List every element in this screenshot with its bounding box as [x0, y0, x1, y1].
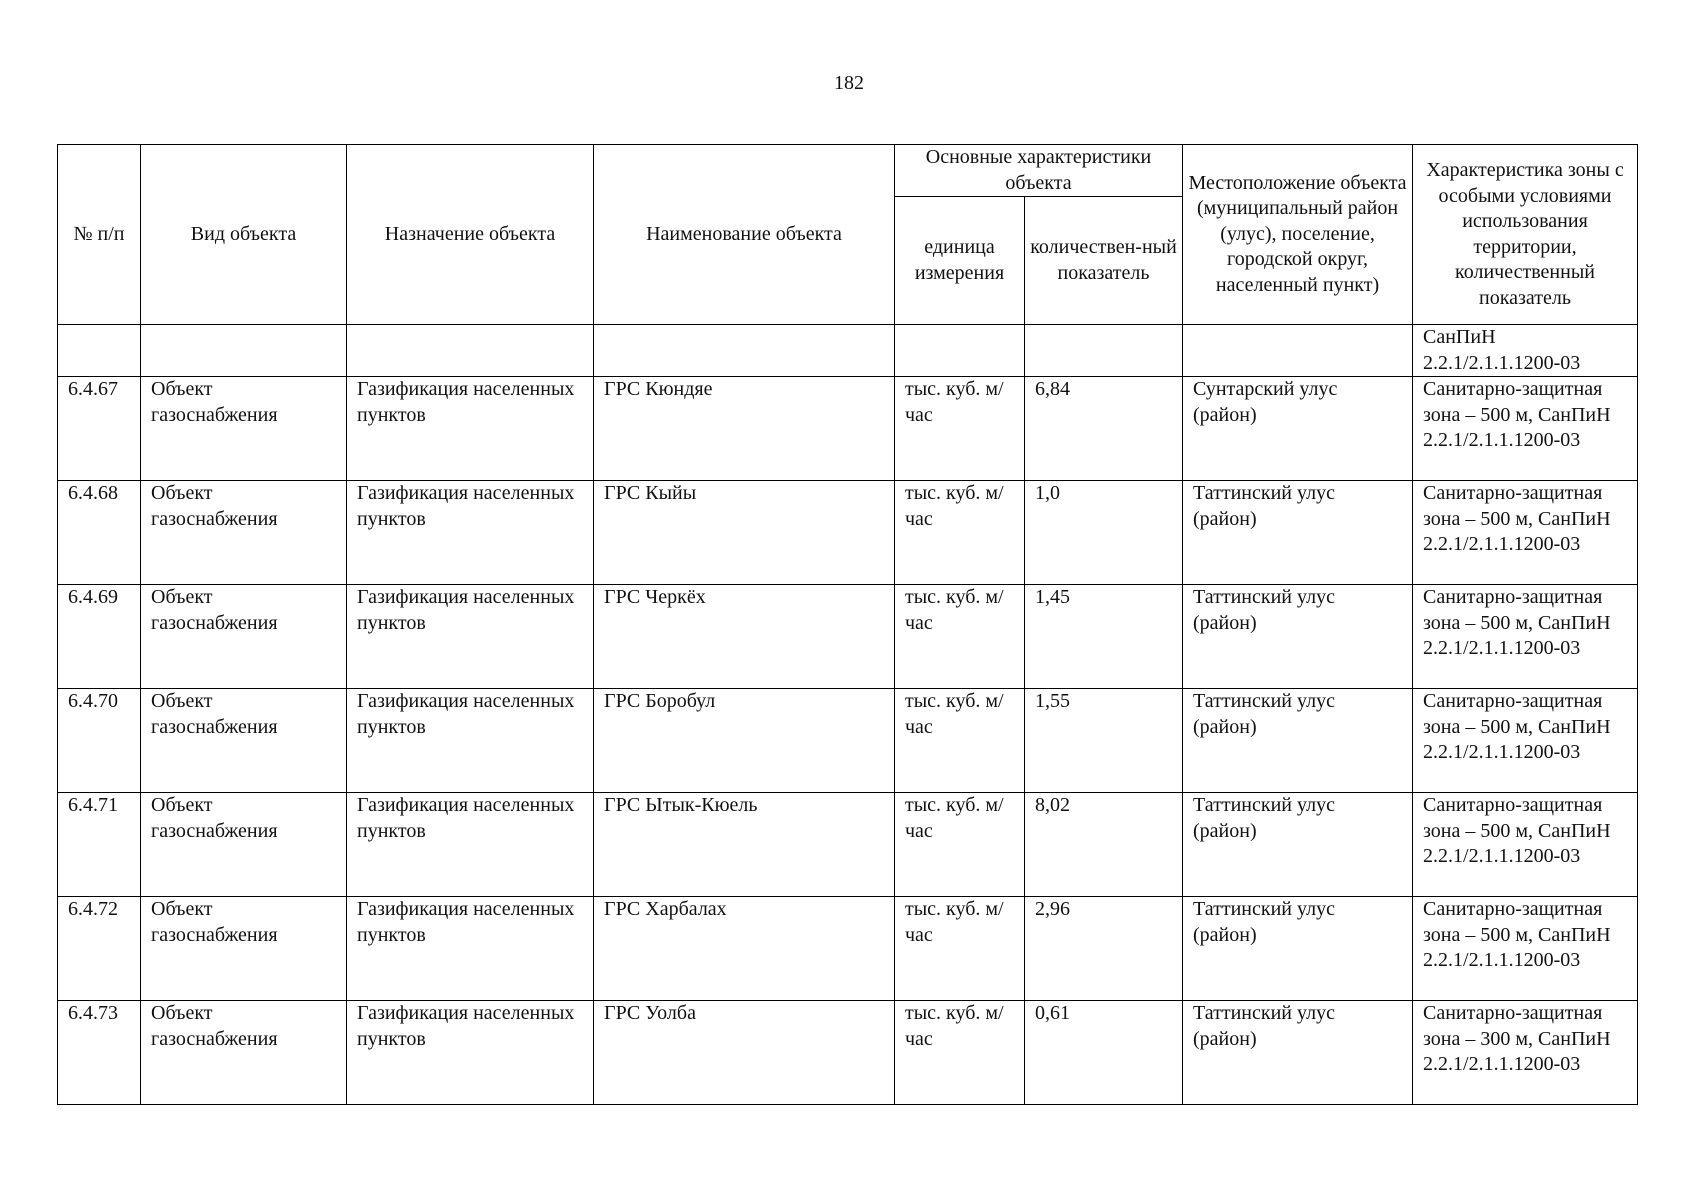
cell-unit: тыс. куб. м/час: [895, 689, 1025, 793]
cell-purpose: Газификация населенных пунктов: [347, 1001, 594, 1105]
cell-name: [594, 325, 895, 377]
header-name: Наименование объекта: [594, 145, 895, 325]
cell-location: Таттинский улус (район): [1183, 897, 1413, 1001]
cell-num: 6.4.69: [58, 585, 141, 689]
cell-purpose: Газификация населенных пунктов: [347, 689, 594, 793]
cell-purpose: [347, 325, 594, 377]
cell-unit: тыс. куб. м/час: [895, 897, 1025, 1001]
header-zone: Характеристика зоны с особыми условиями использования территории, количественный показатель: [1413, 145, 1638, 325]
header-unit: единица измерения: [895, 197, 1025, 325]
header-num: № п/п: [58, 145, 141, 325]
cell-unit: тыс. куб. м/час: [895, 377, 1025, 481]
cell-num: 6.4.72: [58, 897, 141, 1001]
cell-purpose: Газификация населенных пунктов: [347, 481, 594, 585]
header-main-characteristics: Основные характеристики объекта: [895, 145, 1183, 197]
cell-quantity: 0,61: [1025, 1001, 1183, 1105]
header-quantity: количествен-ный показатель: [1025, 197, 1183, 325]
table-row: [58, 585, 1638, 689]
cell-location: [1183, 325, 1413, 377]
table-body: [58, 325, 1638, 1105]
cell-num: [58, 325, 141, 377]
cell-unit: тыс. куб. м/час: [895, 1001, 1025, 1105]
cell-name: ГРС Ытык-Кюель: [594, 793, 895, 897]
cell-type: Объект газоснабжения: [141, 793, 347, 897]
page-number: 182: [834, 72, 864, 94]
cell-type: [141, 325, 347, 377]
cell-name: ГРС Харбалах: [594, 897, 895, 1001]
cell-num: 6.4.71: [58, 793, 141, 897]
cell-quantity: 1,45: [1025, 585, 1183, 689]
cell-type: Объект газоснабжения: [141, 481, 347, 585]
table-row-continuation: [58, 325, 1638, 377]
cell-quantity: 6,84: [1025, 377, 1183, 481]
table-row: [58, 793, 1638, 897]
cell-unit: тыс. куб. м/час: [895, 793, 1025, 897]
table-row: [58, 377, 1638, 481]
cell-name: ГРС Кюндяе: [594, 377, 895, 481]
cell-zone: Санитарно-защитная зона – 500 м, СанПиН 2.2.1/2.1.1.1200-03: [1413, 793, 1638, 897]
cell-type: Объект газоснабжения: [141, 1001, 347, 1105]
cell-location: Таттинский улус (район): [1183, 689, 1413, 793]
cell-quantity: 8,02: [1025, 793, 1183, 897]
cell-type: Объект газоснабжения: [141, 897, 347, 1001]
cell-zone: Санитарно-защитная зона – 500 м, СанПиН 2.2.1/2.1.1.1200-03: [1413, 897, 1638, 1001]
cell-num: 6.4.70: [58, 689, 141, 793]
cell-name: ГРС Кыйы: [594, 481, 895, 585]
cell-num: 6.4.73: [58, 1001, 141, 1105]
cell-purpose: Газификация населенных пунктов: [347, 793, 594, 897]
cell-zone: Санитарно-защитная зона – 500 м, СанПиН 2.2.1/2.1.1.1200-03: [1413, 585, 1638, 689]
cell-purpose: Газификация населенных пунктов: [347, 377, 594, 481]
cell-zone: Санитарно-защитная зона – 300 м, СанПиН 2.2.1/2.1.1.1200-03: [1413, 1001, 1638, 1105]
cell-location: Сунтарский улус (район): [1183, 377, 1413, 481]
cell-zone: СанПиН 2.2.1/2.1.1.1200-03: [1413, 325, 1638, 377]
cell-quantity: 2,96: [1025, 897, 1183, 1001]
cell-location: Таттинский улус (район): [1183, 585, 1413, 689]
table-header: [58, 145, 1638, 325]
cell-unit: тыс. куб. м/час: [895, 585, 1025, 689]
cell-zone: Санитарно-защитная зона – 500 м, СанПиН 2.2.1/2.1.1.1200-03: [1413, 481, 1638, 585]
cell-location: Таттинский улус (район): [1183, 481, 1413, 585]
cell-quantity: 1,55: [1025, 689, 1183, 793]
cell-zone: Санитарно-защитная зона – 500 м, СанПиН 2.2.1/2.1.1.1200-03: [1413, 689, 1638, 793]
header-type: Вид объекта: [141, 145, 347, 325]
header-purpose: Назначение объекта: [347, 145, 594, 325]
cell-name: ГРС Черкёх: [594, 585, 895, 689]
cell-purpose: Газификация населенных пунктов: [347, 585, 594, 689]
cell-name: ГРС Уолба: [594, 1001, 895, 1105]
cell-location: Таттинский улус (район): [1183, 793, 1413, 897]
table-row: [58, 897, 1638, 1001]
objects-table: [57, 144, 1638, 1105]
cell-type: Объект газоснабжения: [141, 585, 347, 689]
table-row: [58, 689, 1638, 793]
cell-location: Таттинский улус (район): [1183, 1001, 1413, 1105]
table-row: [58, 1001, 1638, 1105]
table-row: [58, 481, 1638, 585]
cell-quantity: 1,0: [1025, 481, 1183, 585]
cell-type: Объект газоснабжения: [141, 689, 347, 793]
header-location: Местоположение объекта (муниципальный район (улус), поселение, городской округ, населенный пункт): [1183, 145, 1413, 325]
cell-num: 6.4.67: [58, 377, 141, 481]
cell-num: 6.4.68: [58, 481, 141, 585]
cell-purpose: Газификация населенных пунктов: [347, 897, 594, 1001]
cell-unit: [895, 325, 1025, 377]
cell-name: ГРС Боробул: [594, 689, 895, 793]
cell-zone: Санитарно-защитная зона – 500 м, СанПиН 2.2.1/2.1.1.1200-03: [1413, 377, 1638, 481]
cell-unit: тыс. куб. м/час: [895, 481, 1025, 585]
cell-type: Объект газоснабжения: [141, 377, 347, 481]
cell-quantity: [1025, 325, 1183, 377]
